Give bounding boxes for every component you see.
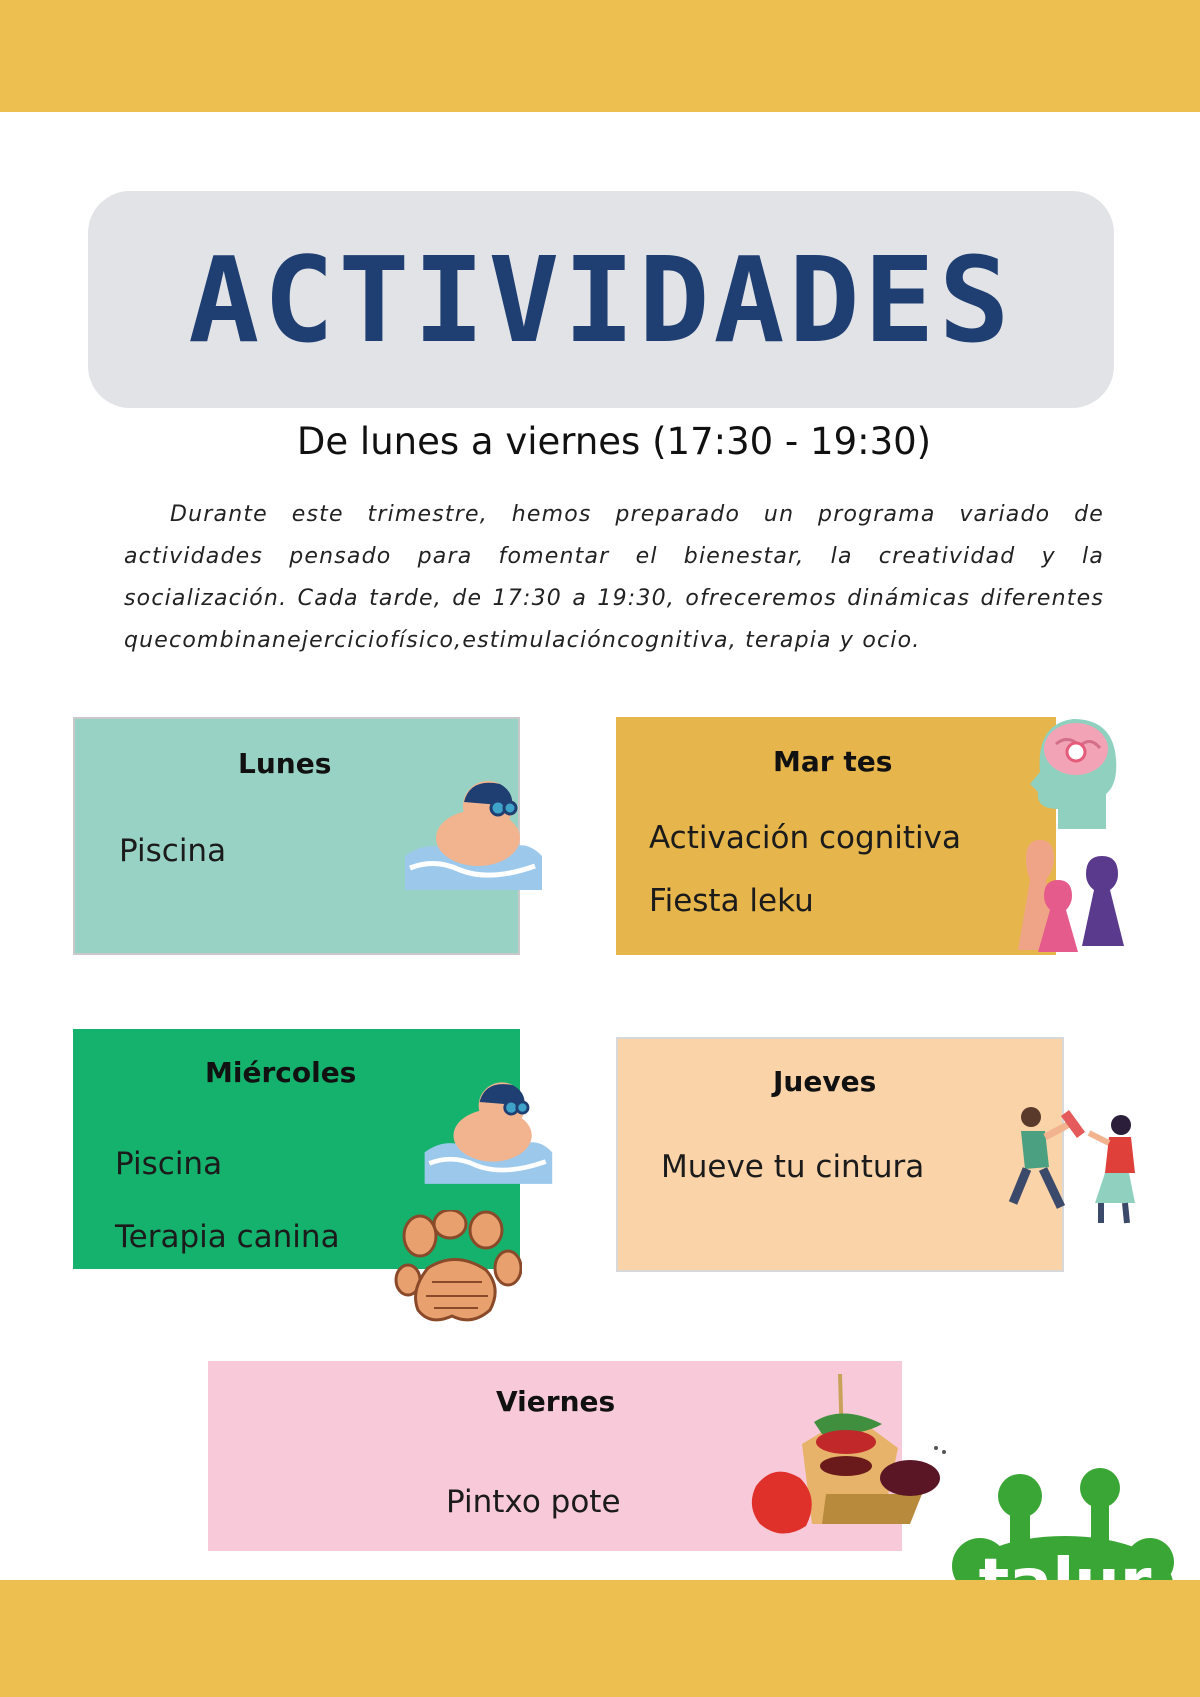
thursday-activity-1: Mueve tu cintura (661, 1149, 925, 1185)
monday-activity-1: Piscina (119, 833, 227, 869)
wednesday-title: Miércoles (205, 1056, 357, 1089)
pintxo-food-icon (742, 1374, 962, 1554)
dancers-icon (1005, 1103, 1140, 1227)
friday-activity-1: Pintxo pote (446, 1484, 621, 1520)
wednesday-activity-1: Piscina (115, 1146, 223, 1182)
thursday-title: Jueves (773, 1065, 877, 1098)
wednesday-activity-2: Terapia canina (115, 1219, 340, 1255)
paw-icon (390, 1210, 522, 1330)
schedule-subtitle: De lunes a viernes (17:30 - 19:30) (296, 420, 932, 463)
brain-head-icon (1028, 714, 1122, 834)
swimmer-icon (400, 778, 545, 898)
intro-paragraph: Durante este trimestre, hemos preparado un programa variado de actividades pensado para fomentar el bienestar, la creatividad y la socialización. Cada tarde, de 17:30 a 19:30, ofreceremos dinámicas diferentes quecombinanejerciciofísico,estimulacióncognitiva, terapia y ocio. (124, 502, 1104, 653)
tuesday-title: Mar tes (773, 745, 893, 778)
title-box (88, 191, 1114, 408)
monday-title: Lunes (238, 747, 332, 780)
tuesday-card (616, 717, 1056, 955)
friday-title: Viernes (496, 1385, 616, 1418)
bottom-band (0, 1580, 1200, 1697)
tuesday-activity-1: Activación cognitiva (649, 820, 961, 856)
page-title: ACTIVIDADES (188, 230, 1014, 369)
thursday-card (616, 1037, 1064, 1272)
swimmer-icon (420, 1078, 555, 1193)
tuesday-activity-2: Fiesta leku (649, 883, 814, 919)
top-band (0, 0, 1200, 112)
game-pieces-icon (1010, 840, 1128, 958)
